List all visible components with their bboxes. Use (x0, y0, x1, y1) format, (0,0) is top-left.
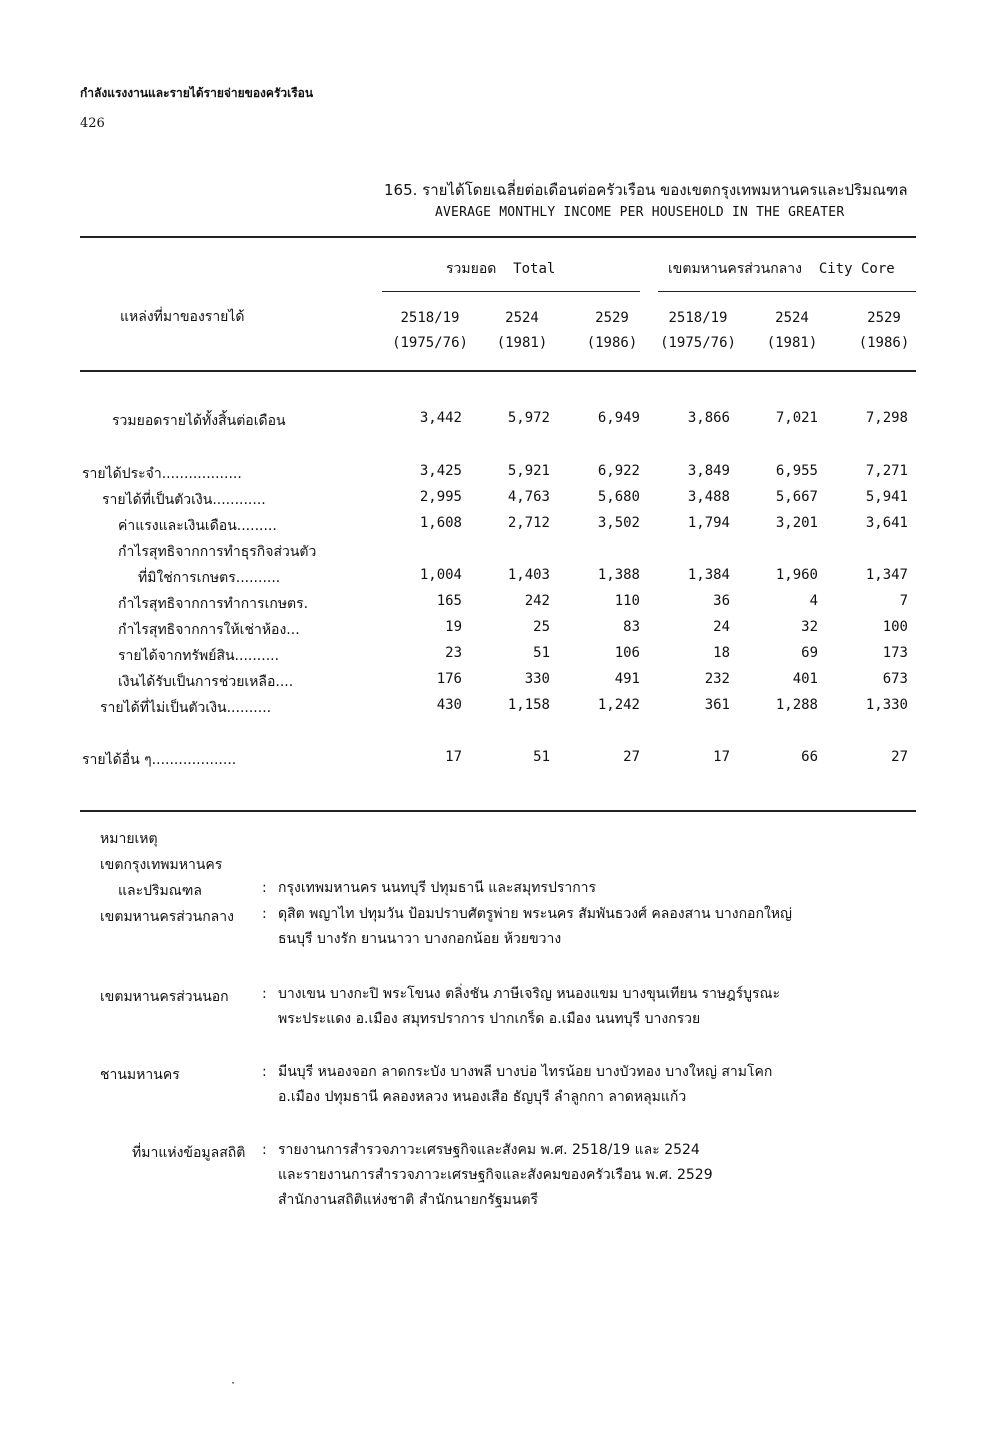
row-value: 36 (713, 593, 730, 609)
row-value: 176 (436, 671, 462, 687)
table-row (0, 645, 990, 669)
top-rule (80, 236, 916, 238)
row-value: 1,794 (687, 515, 730, 531)
row-value: 3,641 (865, 515, 908, 531)
row-label: ที่มิใช่การเกษตร.......... (138, 570, 281, 586)
note-definition (278, 1060, 878, 1110)
row-label: ค่าแรงและเงินเดือน......... (118, 518, 277, 534)
row-label: รวมยอดรายได้ทั้งสิ้นต่อเดือน (112, 413, 286, 429)
group-core-english: City Core (818, 261, 895, 277)
row-label: กำไรสุทธิจากการให้เช่าห้อง... (118, 622, 300, 638)
row-value: 7,271 (865, 463, 908, 479)
row-value: 51 (533, 645, 550, 661)
stub-header: แหล่งที่มาของรายได้ (120, 309, 245, 325)
column-year: 2518/19 (668, 310, 728, 326)
row-value: 83 (623, 619, 640, 635)
row-value: 3,502 (597, 515, 640, 531)
column-year-ad: (1981) (766, 335, 818, 351)
row-value: 27 (891, 749, 908, 765)
row-value: 232 (704, 671, 730, 687)
row-value: 361 (704, 697, 730, 713)
column-header-5 (839, 306, 929, 356)
table-row (0, 515, 990, 539)
row-value: 401 (792, 671, 818, 687)
header-rule (80, 370, 916, 372)
row-value: 673 (882, 671, 908, 687)
row-value: 2,712 (507, 515, 550, 531)
column-header-4 (747, 306, 837, 356)
note-colon: : (262, 1142, 267, 1158)
note-line: สำนักงานสถิติแห่งชาติ สำนักนายกรัฐมนตรี (278, 1192, 539, 1208)
table-title-thai: 165. รายได้โดยเฉลี่ยต่อเดือนต่อครัวเรือน ของเขตกรุงเทพมหานครและปริมณฑล (384, 181, 908, 199)
table-row (0, 593, 990, 617)
row-value: 173 (882, 645, 908, 661)
table-row (0, 489, 990, 513)
note-colon: : (262, 1064, 267, 1080)
row-label: รายได้จากทรัพย์สิน.......... (118, 648, 280, 664)
row-value: 24 (713, 619, 730, 635)
row-value: 7 (899, 593, 908, 609)
column-year: 2524 (775, 310, 809, 326)
row-value: 6,949 (597, 410, 640, 426)
row-value: 1,384 (687, 567, 730, 583)
group-core-header (668, 258, 895, 280)
row-value: 1,608 (419, 515, 462, 531)
table-row (0, 567, 990, 591)
row-value: 5,667 (775, 489, 818, 505)
row-value: 5,921 (507, 463, 550, 479)
column-year-ad: (1975/76) (660, 335, 736, 351)
bottom-rule (80, 810, 916, 812)
note-line: พระประแดง อ.เมือง สมุทรปราการ ปากเกร็ด อ.เมือง นนทบุรี บางกรวย (278, 1011, 701, 1027)
row-value: 100 (882, 619, 908, 635)
table-row (0, 697, 990, 721)
row-value: 3,201 (775, 515, 818, 531)
table-row (0, 619, 990, 643)
row-value: 1,347 (865, 567, 908, 583)
row-value: 110 (614, 593, 640, 609)
note-definition (278, 982, 878, 1032)
row-value: 32 (801, 619, 818, 635)
note-line: ดุสิต พญาไท ปทุมวัน ป้อมปราบศัตรูพ่าย พระนคร สัมพันธวงศ์ คลองสาน บางกอกใหญ่ (278, 906, 792, 922)
note-term-continued: และปริมณฑล (118, 883, 202, 899)
note-term: ชานมหานคร (100, 1067, 180, 1083)
table-row (0, 749, 990, 773)
row-value: 25 (533, 619, 550, 635)
group-total-english: Total (513, 261, 556, 277)
notes-heading: หมายเหตุ (100, 831, 158, 847)
row-label: กำไรสุทธิจากการทำการเกษตร. (118, 596, 309, 612)
page-number: 426 (80, 116, 105, 131)
table-title-english: AVERAGE MONTHLY INCOME PER HOUSEHOLD IN THE GREATER (435, 205, 845, 220)
row-value: 1,388 (597, 567, 640, 583)
row-value: 1,242 (597, 697, 640, 713)
note-term: ที่มาแห่งข้อมูลสถิติ (132, 1145, 246, 1161)
note-definition (278, 876, 878, 901)
note-line: ธนบุรี บางรัก ยานนาวา บางกอกน้อย ห้วยขวาง (278, 931, 562, 947)
row-value: 19 (445, 619, 462, 635)
stray-mark: · (230, 1378, 237, 1389)
column-year: 2529 (595, 310, 629, 326)
note-line: รายงานการสำรวจภาวะเศรษฐกิจและสังคม พ.ศ. 2518/19 และ 2524 (278, 1142, 700, 1158)
row-value: 6,922 (597, 463, 640, 479)
row-value: 23 (445, 645, 462, 661)
table-row (0, 541, 990, 565)
note-term: เขตมหานครส่วนกลาง (100, 909, 234, 925)
group-total-thai: รวมยอด (446, 261, 497, 277)
column-year-ad: (1975/76) (392, 335, 468, 351)
note-line: และรายงานการสำรวจภาวะเศรษฐกิจและสังคมของครัวเรือน พ.ศ. 2529 (278, 1167, 713, 1183)
group-core-thai: เขตมหานครส่วนกลาง (668, 261, 802, 277)
group-total-rule (382, 291, 640, 292)
row-value: 1,330 (865, 697, 908, 713)
column-year-ad: (1986) (858, 335, 910, 351)
row-value: 2,995 (419, 489, 462, 505)
row-value: 5,941 (865, 489, 908, 505)
note-colon: : (262, 986, 267, 1002)
group-total-header (446, 258, 555, 280)
column-year-ad: (1981) (496, 335, 548, 351)
row-value: 27 (623, 749, 640, 765)
row-label: กำไรสุทธิจากการทำธุรกิจส่วนตัว (118, 544, 317, 560)
group-core-rule (658, 291, 916, 292)
row-value: 7,021 (775, 410, 818, 426)
row-value: 4 (809, 593, 818, 609)
column-year: 2529 (867, 310, 901, 326)
table-row (0, 671, 990, 695)
row-value: 17 (445, 749, 462, 765)
column-header-2 (567, 306, 657, 356)
note-definition (278, 1138, 878, 1213)
table-row (0, 410, 990, 434)
row-value: 17 (713, 749, 730, 765)
note-line: มีนบุรี หนองจอก ลาดกระบัง บางพลี บางบ่อ ไทรน้อย บางบัวทอง บางใหญ่ สามโคก (278, 1064, 773, 1080)
row-value: 1,288 (775, 697, 818, 713)
note-term: เขตมหานครส่วนนอก (100, 989, 229, 1005)
row-value: 1,960 (775, 567, 818, 583)
note-colon: : (262, 880, 267, 896)
row-value: 3,442 (419, 410, 462, 426)
row-value: 5,972 (507, 410, 550, 426)
note-line: กรุงเทพมหานคร นนทบุรี ปทุมธานี และสมุทรปราการ (278, 880, 597, 896)
column-header-1 (477, 306, 567, 356)
note-colon: : (262, 906, 267, 922)
column-year: 2518/19 (400, 310, 460, 326)
row-label: เงินได้รับเป็นการช่วยเหลือ.... (118, 674, 294, 690)
row-value: 3,849 (687, 463, 730, 479)
row-value: 69 (801, 645, 818, 661)
row-value: 3,866 (687, 410, 730, 426)
table-row (0, 463, 990, 487)
column-header-3 (653, 306, 743, 356)
column-year: 2524 (505, 310, 539, 326)
row-label: รายได้ที่เป็นตัวเงิน............ (102, 492, 266, 508)
row-value: 106 (614, 645, 640, 661)
row-value: 3,488 (687, 489, 730, 505)
note-term: เขตกรุงเทพมหานคร (100, 857, 223, 873)
row-value: 1,004 (419, 567, 462, 583)
note-line: อ.เมือง ปทุมธานี คลองหลวง หนองเสือ ธัญบุรี ลำลูกกา ลาดหลุมแก้ว (278, 1089, 687, 1105)
row-value: 7,298 (865, 410, 908, 426)
running-title: กำลังแรงงานและรายได้รายจ่ายของครัวเรือน (80, 86, 314, 100)
row-value: 6,955 (775, 463, 818, 479)
row-value: 5,680 (597, 489, 640, 505)
row-label: รายได้อื่น ๆ................... (82, 752, 237, 768)
row-value: 1,403 (507, 567, 550, 583)
column-header-0 (385, 306, 475, 356)
row-value: 1,158 (507, 697, 550, 713)
row-label: รายได้ที่ไม่เป็นตัวเงิน.......... (100, 700, 272, 716)
row-value: 4,763 (507, 489, 550, 505)
note-line: บางเขน บางกะปิ พระโขนง ตลิ่งชัน ภาษีเจริญ หนองแขม บางขุนเทียน ราษฎร์บูรณะ (278, 986, 781, 1002)
row-value: 66 (801, 749, 818, 765)
row-value: 330 (524, 671, 550, 687)
row-label: รายได้ประจำ.................. (82, 466, 242, 482)
row-value: 430 (436, 697, 462, 713)
row-value: 242 (524, 593, 550, 609)
note-definition (278, 902, 878, 952)
row-value: 3,425 (419, 463, 462, 479)
row-value: 18 (713, 645, 730, 661)
column-year-ad: (1986) (586, 335, 638, 351)
row-value: 51 (533, 749, 550, 765)
row-value: 491 (614, 671, 640, 687)
row-value: 165 (436, 593, 462, 609)
